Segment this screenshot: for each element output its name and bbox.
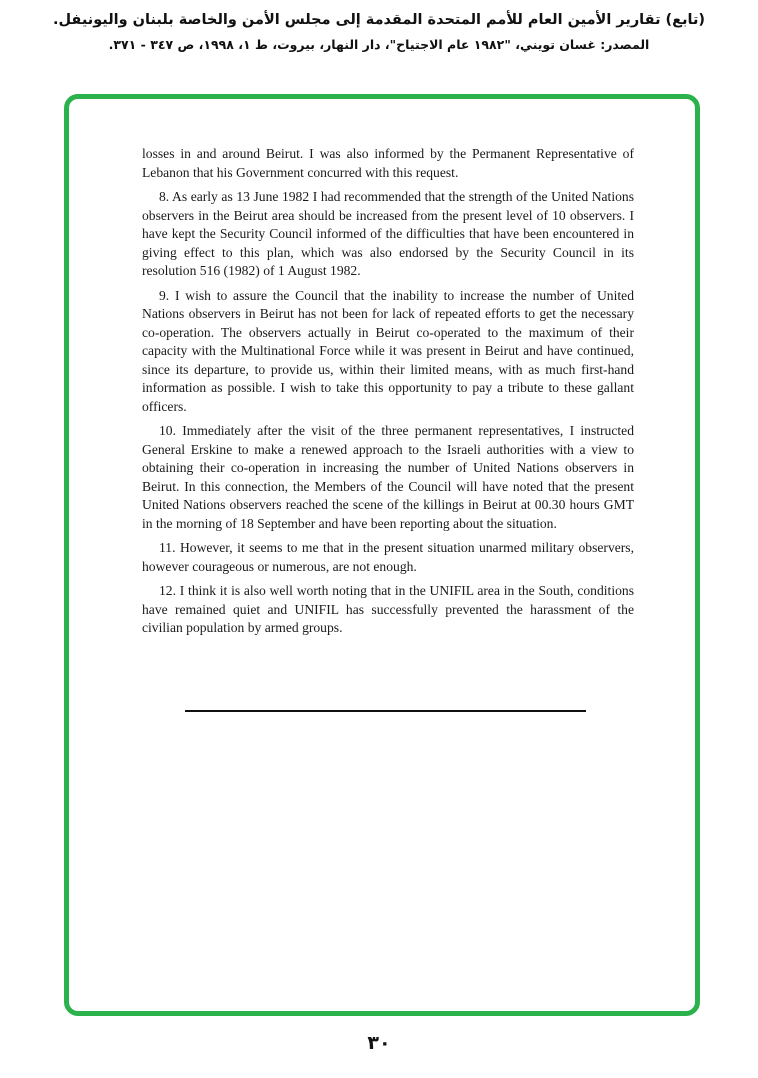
horizontal-rule [185, 710, 586, 712]
paragraph-8: 8. As early as 13 June 1982 I had recommended that the strength of the United Nations observers in the Beirut area should be increased from the present level of 10 observers. I have kept the Security Council informed of the difficulties that have been encountered in giving effect to this plan, which was also endorsed by the Security Council in its resolution 516 (1982) of 1 August 1982. [142, 189, 634, 278]
paragraph-10: 10. Immediately after the visit of the three permanent representatives, I instructed General Erskine to make a renewed approach to the Israeli authorities with a view to obtaining their co-operation in increasing the number of United Nations observers in Beirut. In this connection, the Members of the Council will have noted that the present United Nations observers reached the scene of the killings in Beirut at 00.30 hours GMT in the morning of 18 September and have been reporting about the situation. [142, 423, 634, 531]
page-number: ٣٠ [367, 1032, 391, 1054]
paragraph-continuation: losses in and around Beirut. I was also informed by the Permanent Representative of Lebanon that his Government concurred with this request. [142, 146, 634, 180]
paragraph-12: 12. I think it is also well worth noting that in the UNIFIL area in the South, conditions have remained quiet and UNIFIL has successfully prevented the harassment of the civilian population by armed groups. [142, 583, 634, 635]
arabic-header [0, 12, 758, 52]
green-border-frame [64, 94, 700, 1016]
paragraph-11: 11. However, it seems to me that in the present situation unarmed military observers, however courageous or numerous, are not enough. [142, 540, 634, 574]
paragraph-9: 9. I wish to assure the Council that the inability to increase the number of United Nations observers in Beirut has not been for lack of repeated efforts to get the necessary co-operation. The observers actually in Beirut co-operated to the maximum of their capacity with the Multinational Force while it was present in Beirut and have continued, since its departure, to provide us, within their limited means, with as much first-hand information as possible. I wish to take this opportunity to pay a tribute to these gallant officers. [142, 287, 634, 414]
document-body [142, 145, 634, 644]
arabic-header-source: المصدر: غسان تويني، "١٩٨٢ عام الاجتياح"، دار النهار، بيروت، ط ١، ١٩٩٨، ص ٣٤٧ - ٣٧١. [108, 37, 650, 52]
arabic-header-title: (تابع) تقارير الأمين العام للأمم المتحدة المقدمة إلى مجلس الأمن والخاصة بلبنان واليونيفل. [52, 12, 706, 28]
